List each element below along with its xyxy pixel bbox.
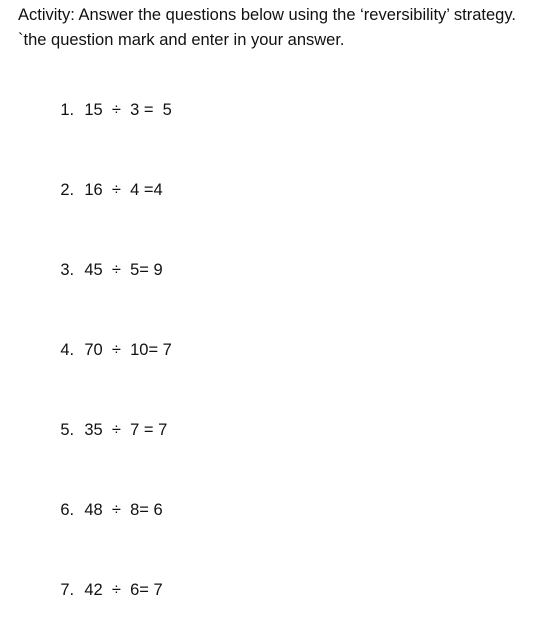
question-number: 4. <box>60 341 75 359</box>
question-equation: 48 ÷ 8= 6 <box>84 501 163 519</box>
question-equation: 35 ÷ 7 = 7 <box>84 421 168 439</box>
question-number: 1. <box>60 101 75 119</box>
question-number: 7. <box>60 581 75 599</box>
question-item-3 <box>42 240 163 300</box>
question-item-1 <box>42 80 172 140</box>
question-item-2 <box>42 160 163 220</box>
question-item-5 <box>42 400 167 460</box>
question-equation: 70 ÷ 10= 7 <box>84 341 172 359</box>
question-item-4 <box>42 320 172 380</box>
question-item-7 <box>42 560 163 620</box>
question-number: 2. <box>60 181 75 199</box>
question-equation: 16 ÷ 4 =4 <box>84 181 163 199</box>
question-number: 6. <box>60 501 75 519</box>
question-equation: 45 ÷ 5= 9 <box>84 261 163 279</box>
question-equation: 15 ÷ 3 = 5 <box>84 101 172 119</box>
instructions-line-1: Activity: Answer the questions below using the ‘reversibility’ strategy. <box>18 6 516 24</box>
question-number: 3. <box>60 261 75 279</box>
instructions-line-2: `the question mark and enter in your answer. <box>18 31 345 49</box>
question-item-6 <box>42 480 163 540</box>
question-number: 5. <box>60 421 75 439</box>
question-equation: 42 ÷ 6= 7 <box>84 581 163 599</box>
